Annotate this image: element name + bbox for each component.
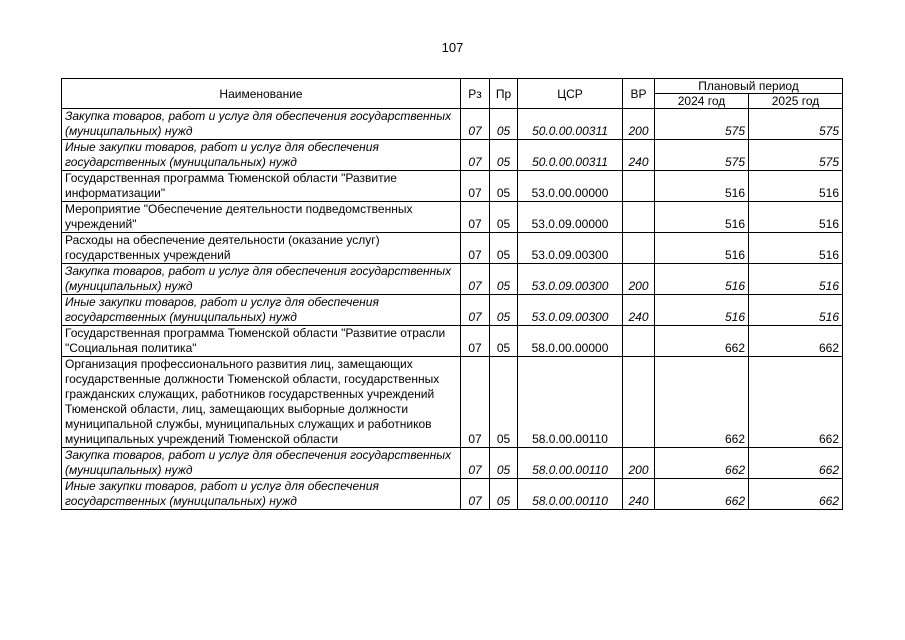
row-rz: 07 [461, 479, 490, 510]
row-vr [623, 202, 655, 233]
row-csr: 50.0.00.00311 [518, 140, 623, 171]
row-rz: 07 [461, 109, 490, 140]
row-value-2025: 516 [749, 171, 843, 202]
table-row [62, 109, 843, 140]
row-csr: 53.0.09.00300 [518, 264, 623, 295]
row-value-2025: 662 [749, 326, 843, 357]
row-vr [623, 233, 655, 264]
row-rz: 07 [461, 140, 490, 171]
row-name: Государственная программа Тюменской области "Развитие отрасли "Социальная политика" [62, 326, 461, 357]
table-body [62, 109, 843, 510]
row-csr: 58.0.00.00000 [518, 326, 623, 357]
row-value-2025: 662 [749, 448, 843, 479]
row-value-2025: 516 [749, 295, 843, 326]
row-value-2024: 575 [655, 109, 749, 140]
row-value-2025: 516 [749, 202, 843, 233]
row-csr: 58.0.00.00110 [518, 448, 623, 479]
row-value-2024: 662 [655, 326, 749, 357]
row-rz: 07 [461, 264, 490, 295]
row-pr: 05 [490, 202, 518, 233]
row-vr: 200 [623, 264, 655, 295]
row-value-2025: 516 [749, 233, 843, 264]
row-pr: 05 [490, 326, 518, 357]
row-value-2025: 575 [749, 109, 843, 140]
row-csr: 53.0.09.00000 [518, 202, 623, 233]
row-vr [623, 171, 655, 202]
row-value-2024: 516 [655, 264, 749, 295]
row-pr: 05 [490, 448, 518, 479]
row-pr: 05 [490, 233, 518, 264]
row-value-2025: 575 [749, 140, 843, 171]
table-row [62, 295, 843, 326]
row-value-2024: 662 [655, 479, 749, 510]
row-vr: 200 [623, 448, 655, 479]
row-pr: 05 [490, 479, 518, 510]
header-year-2024: 2024 год [655, 94, 749, 109]
row-name: Организация профессионального развития лиц, замещающих государственные должности Тюменской области, государственных гражданских служащих, работников государственных учреждений Тюменской области, лиц, замещающих выборные должности муниципальной службы, муниципальных служащих и работников муниципальных учреждений Тюменской области [62, 357, 461, 448]
table-row [62, 448, 843, 479]
header-csr: ЦСР [518, 79, 623, 109]
row-rz: 07 [461, 326, 490, 357]
page-number: 107 [441, 40, 464, 55]
table-row [62, 140, 843, 171]
row-pr: 05 [490, 295, 518, 326]
table-row [62, 264, 843, 295]
row-name: Закупка товаров, работ и услуг для обеспечения государственных (муниципальных) нужд [62, 109, 461, 140]
row-csr: 53.0.09.00300 [518, 295, 623, 326]
row-value-2024: 516 [655, 233, 749, 264]
row-value-2024: 662 [655, 357, 749, 448]
table-row [62, 171, 843, 202]
row-name: Иные закупки товаров, работ и услуг для обеспечения государственных (муниципальных) нужд [62, 295, 461, 326]
row-name: Расходы на обеспечение деятельности (оказание услуг) государственных учреждений [62, 233, 461, 264]
row-csr: 58.0.00.00110 [518, 357, 623, 448]
row-rz: 07 [461, 202, 490, 233]
row-value-2025: 516 [749, 264, 843, 295]
row-value-2024: 575 [655, 140, 749, 171]
row-csr: 50.0.00.00311 [518, 109, 623, 140]
row-pr: 05 [490, 171, 518, 202]
table-row [62, 326, 843, 357]
row-vr: 240 [623, 140, 655, 171]
row-name: Государственная программа Тюменской области "Развитие информатизации" [62, 171, 461, 202]
table-header [62, 79, 843, 109]
row-rz: 07 [461, 171, 490, 202]
header-pr: Пр [490, 79, 518, 109]
row-pr: 05 [490, 357, 518, 448]
budget-table [61, 78, 843, 510]
header-vr: ВР [623, 79, 655, 109]
row-name: Закупка товаров, работ и услуг для обеспечения государственных (муниципальных) нужд [62, 264, 461, 295]
row-pr: 05 [490, 140, 518, 171]
row-name: Иные закупки товаров, работ и услуг для обеспечения государственных (муниципальных) нужд [62, 479, 461, 510]
table-row [62, 202, 843, 233]
row-vr [623, 326, 655, 357]
row-name: Закупка товаров, работ и услуг для обеспечения государственных (муниципальных) нужд [62, 448, 461, 479]
row-vr: 200 [623, 109, 655, 140]
row-rz: 07 [461, 233, 490, 264]
row-value-2025: 662 [749, 479, 843, 510]
row-vr [623, 357, 655, 448]
row-rz: 07 [461, 357, 490, 448]
row-csr: 53.0.09.00300 [518, 233, 623, 264]
row-value-2024: 516 [655, 171, 749, 202]
header-name: Наименование [62, 79, 461, 109]
row-pr: 05 [490, 264, 518, 295]
row-value-2025: 662 [749, 357, 843, 448]
row-csr: 53.0.00.00000 [518, 171, 623, 202]
row-csr: 58.0.00.00110 [518, 479, 623, 510]
row-vr: 240 [623, 479, 655, 510]
table-row [62, 357, 843, 448]
row-value-2024: 516 [655, 295, 749, 326]
row-name: Иные закупки товаров, работ и услуг для обеспечения государственных (муниципальных) нужд [62, 140, 461, 171]
header-planning-period: Плановый период [655, 79, 843, 94]
row-pr: 05 [490, 109, 518, 140]
table-row [62, 233, 843, 264]
row-rz: 07 [461, 448, 490, 479]
row-vr: 240 [623, 295, 655, 326]
row-name: Мероприятие "Обеспечение деятельности подведомственных учреждений" [62, 202, 461, 233]
row-value-2024: 516 [655, 202, 749, 233]
header-rz: Рз [461, 79, 490, 109]
row-rz: 07 [461, 295, 490, 326]
table-row [62, 479, 843, 510]
row-value-2024: 662 [655, 448, 749, 479]
header-year-2025: 2025 год [749, 94, 843, 109]
